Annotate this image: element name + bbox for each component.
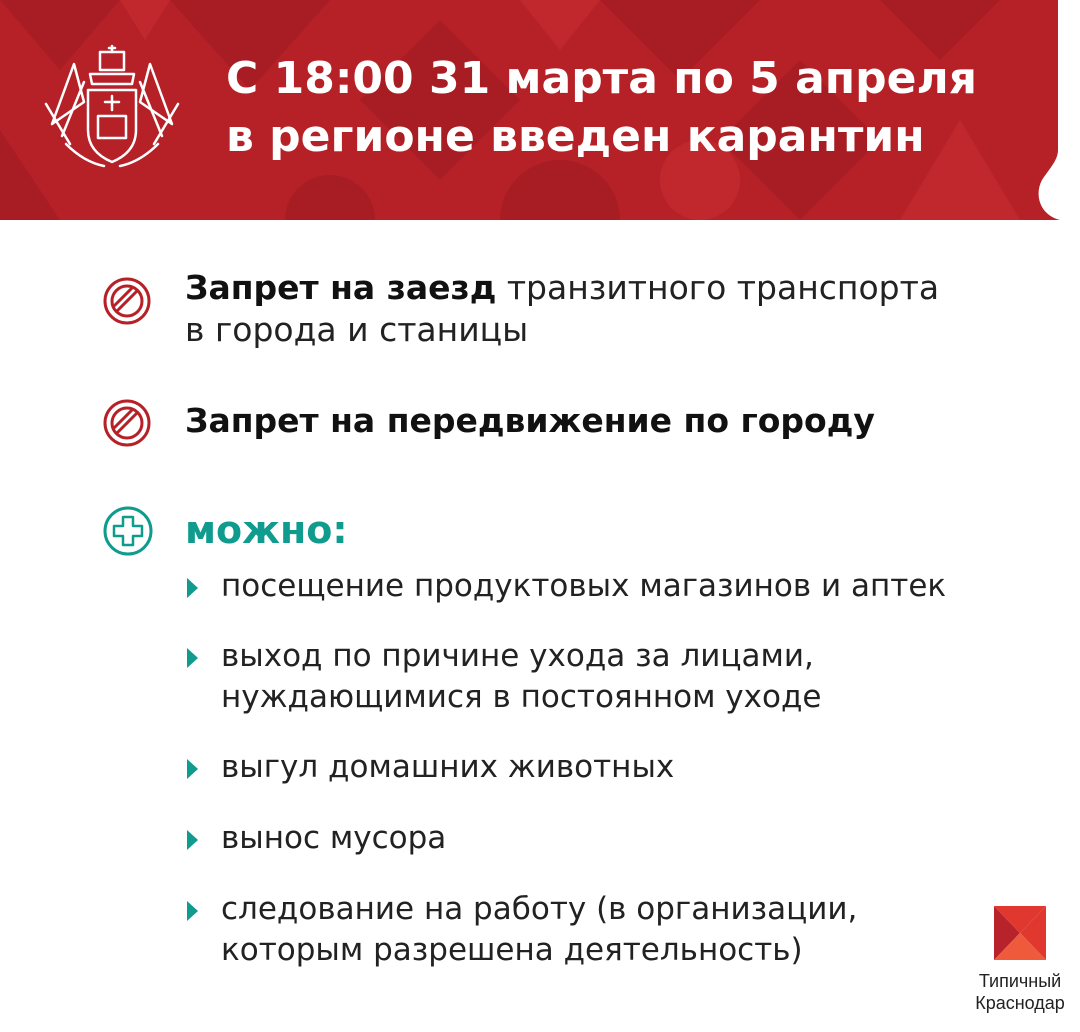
ban-transit	[185, 267, 939, 351]
brand-logo-icon	[994, 906, 1046, 960]
brand-name	[972, 970, 1068, 1014]
bullet-arrow-icon	[185, 758, 199, 780]
prohibited-icon	[102, 276, 152, 326]
list-item-text-2: которым разрешена деятельность)	[221, 932, 803, 968]
list-item-text: следование на работу (в организации,	[221, 891, 858, 927]
header-banner	[0, 0, 1080, 220]
ban-movement	[185, 400, 875, 442]
list-item-text-2: нуждающимися в постоянном уходе	[221, 679, 822, 715]
brand-name-line2: Краснодар	[975, 993, 1065, 1013]
page-title	[226, 50, 1006, 166]
ban-movement-bold: Запрет на передвижение по городу	[185, 401, 875, 440]
brand-logo	[972, 900, 1068, 1025]
prohibited-icon	[102, 398, 152, 448]
title-line-1: С 18:00 31 марта по 5 апреля	[226, 53, 977, 104]
bullet-arrow-icon	[185, 829, 199, 851]
header-notch	[1020, 0, 1080, 220]
list-item-text: выгул домашних животных	[221, 749, 675, 785]
ban-transit-line2: в города и станицы	[185, 310, 529, 349]
list-item-text: вынос мусора	[221, 820, 447, 856]
bullet-arrow-icon	[185, 647, 199, 669]
list-item-text: выход по причине ухода за лицами,	[221, 638, 814, 674]
bullet-arrow-icon	[185, 577, 199, 599]
allowed-heading: можно:	[185, 508, 348, 552]
list-item-text: посещение продуктовых магазинов и аптек	[221, 568, 947, 604]
coat-of-arms-icon	[44, 44, 180, 172]
ban-transit-rest: транзитного транспорта	[496, 268, 940, 307]
brand-name-line1: Типичный	[978, 971, 1062, 991]
bullet-arrow-icon	[185, 900, 199, 922]
title-line-2: в регионе введен карантин	[226, 111, 925, 162]
plus-circle-icon	[102, 505, 154, 557]
ban-transit-bold: Запрет на заезд	[185, 268, 497, 307]
